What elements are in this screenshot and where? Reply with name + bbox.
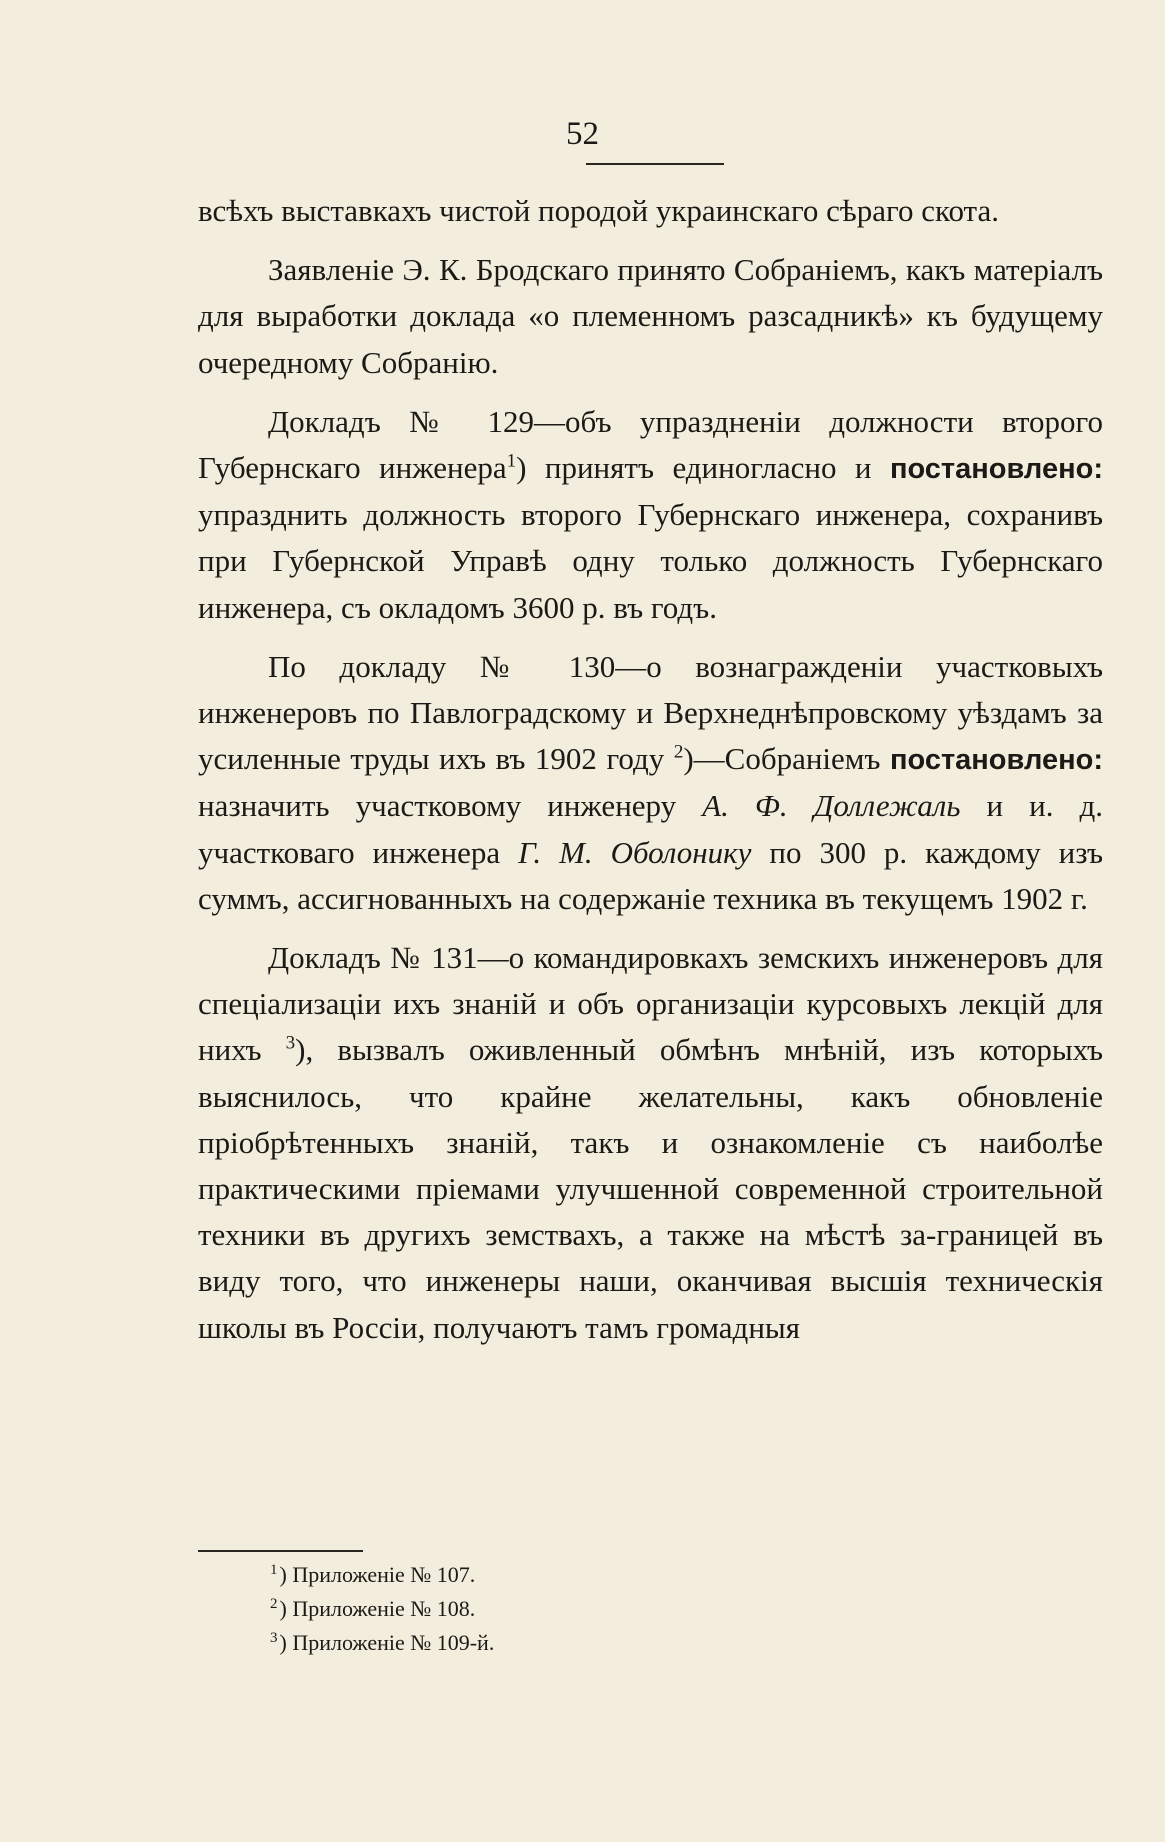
footnote-2 <box>270 1592 494 1626</box>
footnote-mark: 2 <box>270 1595 278 1612</box>
report-129-text-2: ) принятъ единогласно и <box>516 450 872 486</box>
paragraph-report-129 <box>198 399 1103 631</box>
footnote-ref-2: 2 <box>673 741 684 763</box>
resolution-label: постановлено: <box>889 453 1103 486</box>
paragraph-continuation: всѣхъ выставкахъ чистой породой украинскаго сѣраго скота. <box>198 193 999 228</box>
report-131-text-1: Докладъ № 131—о командировкахъ земскихъ инженеровъ для спеціализаціи ихъ знаній и объ организаціи курсовыхъ лекцій для нихъ <box>198 940 1103 1068</box>
page-number: 52 <box>566 116 599 152</box>
footnotes <box>270 1558 494 1660</box>
resolution-label: постановлено: <box>889 744 1104 777</box>
page-number-wrap <box>0 115 1165 153</box>
paragraph-report-130 <box>198 644 1103 922</box>
report-129-text-1: Докладъ № 129—объ упраздненіи должности второго Губернскаго инженера <box>198 403 1103 486</box>
report-130-text-5: по 300 р. каждому изъ суммъ, ассигнованныхъ на содержаніе техника въ текущемъ 1902 г. <box>198 834 1104 916</box>
footnote-text: ) Приложеніе № 108. <box>279 1596 476 1621</box>
footnote-mark: 1 <box>270 1561 278 1578</box>
footnote-mark: 3 <box>270 1629 278 1646</box>
report-130-text-3: назначить участковому инженеру <box>198 788 677 824</box>
body-text <box>198 188 1103 1364</box>
page-number-rule <box>586 163 724 165</box>
footnote-text: ) Приложеніе № 109-й. <box>279 1630 495 1655</box>
report-129-text-3: упразднить должность второго Губернскаго инженера, сохранивъ при Губернской Управѣ одну только должность Губернскаго инженера, съ окладомъ 3600 р. въ годъ. <box>198 497 1103 625</box>
footnote-rule <box>198 1550 363 1552</box>
report-130-text-1: По докладу № 130—о вознагражденіи участковыхъ инженеровъ по Павлоградскому и Верхнеднѣпровскому уѣздамъ за усиленные труды ихъ въ 1902 году <box>198 648 1103 777</box>
footnote-ref-1: 1 <box>506 450 517 472</box>
engineer-name-dollezhal: А. Ф. Доллежаль <box>702 788 961 824</box>
paragraph-brodsky-statement: Заявленіе Э. К. Бродскаго принято Собраніемъ, какъ матеріалъ для выработки доклада «о племенномъ разсадникѣ» къ будущему очередному Собранію. <box>198 252 1103 380</box>
report-130-text-4: и и. д. участковаго инженера <box>198 788 1104 870</box>
engineer-name-obolonik: Г. М. Оболонику <box>518 834 752 870</box>
paragraph-report-131 <box>198 935 1103 1351</box>
footnote-text: ) Приложеніе № 107. <box>279 1562 476 1587</box>
report-131-text-2: ), вызвалъ оживленный обмѣнъ мнѣній, изъ которыхъ выяснилось, что крайне желательны, какъ обновленіе пріобрѣтенныхъ знаній, такъ и ознакомленіе съ наиболѣе практическими пріемами улучшенной современной строительной техники въ другихъ земствахъ, а также на мѣстѣ за-границей въ виду того, что инженеры наши, оканчивая высшія техническія школы въ Россіи, получаютъ тамъ громадныя <box>198 1032 1104 1345</box>
report-130-text-2: )—Собраніемъ <box>683 741 881 777</box>
footnote-3 <box>270 1626 494 1660</box>
footnote-1 <box>270 1558 494 1592</box>
footnote-ref-3: 3 <box>285 1033 296 1055</box>
